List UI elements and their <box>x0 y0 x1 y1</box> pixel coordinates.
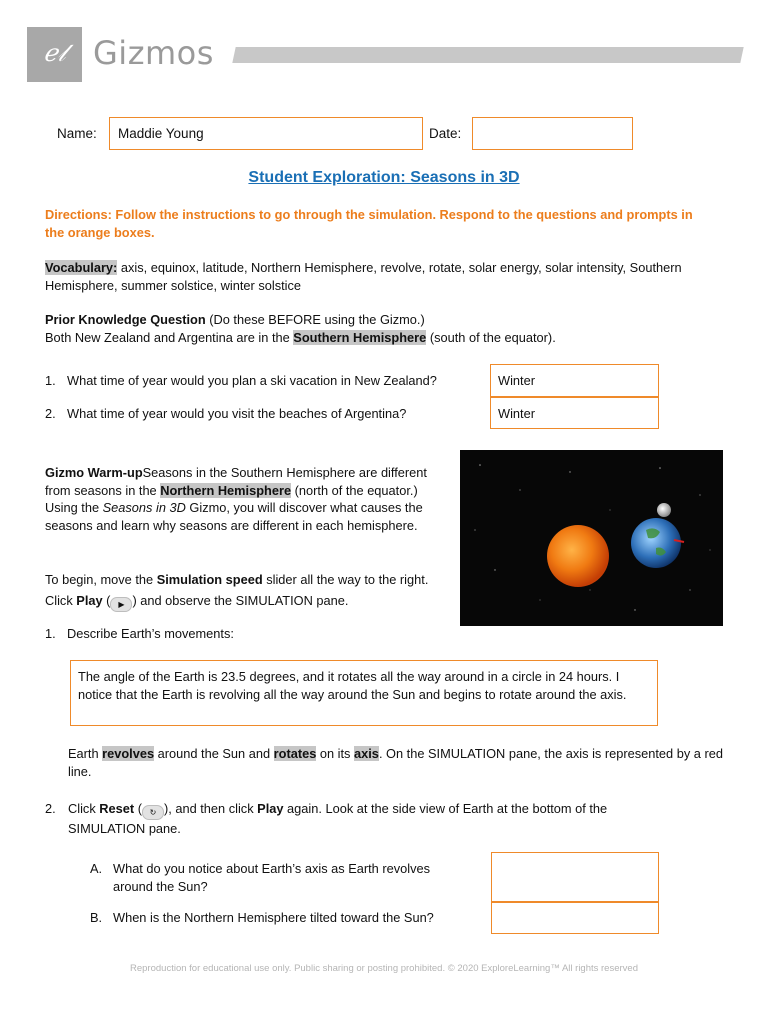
begin-text-c: ( <box>102 593 111 608</box>
answer-box-a[interactable] <box>491 852 659 902</box>
answer-box-b[interactable] <box>491 902 659 934</box>
vocabulary-list: axis, equinox, latitude, Northern Hemisphere, revolve, rotate, solar energy, solar intensity, Southern Hemisphere, summer solstice, winter solstice <box>45 260 682 293</box>
sub-question-b <box>90 909 470 927</box>
earth-movement-note <box>68 745 728 780</box>
gizmos-logo: ℯ𝓁 <box>27 27 82 82</box>
answer-text: Winter <box>498 373 535 388</box>
prior-knowledge <box>45 311 715 346</box>
name-field[interactable] <box>109 117 423 150</box>
prior-line-text: Both New Zealand and Argentina are in the <box>45 329 294 345</box>
rotates-term: rotates <box>273 746 317 761</box>
q2-text-d: again. Look at the side view of Earth at the bottom of the SIMULATION pane. <box>68 801 608 836</box>
prior-note: (Do these BEFORE using the Gizmo.) <box>205 312 425 327</box>
q2-text-b: ( <box>134 801 142 816</box>
question-text: Describe Earth’s movements: <box>67 626 234 641</box>
name-value: Maddie Young <box>118 126 204 141</box>
warmup-heading: Gizmo Warm-up <box>45 465 143 480</box>
axis-term: axis <box>354 746 379 761</box>
play-label: Play <box>76 593 103 608</box>
begin-text-d: ) and observe the SIMULATION pane. <box>132 593 349 608</box>
warmup-text-2: (north of the equator.) Using the <box>45 482 418 515</box>
question-2 <box>45 800 685 838</box>
question-number: 2. <box>45 406 56 421</box>
warmup-text-1: Seasons in the Southern Hemisphere are different from seasons in the <box>45 465 427 498</box>
play-label: Play <box>257 801 284 816</box>
earth-sphere <box>631 518 681 568</box>
date-label: Date: <box>429 126 462 141</box>
prior-question-2 <box>45 406 406 421</box>
prior-highlight: Southern Hemisphere <box>293 329 427 345</box>
question-text: What time of year would you visit the beaches of Argentina? <box>67 406 407 421</box>
sub-letter: B. <box>90 910 103 925</box>
prior-question-1 <box>45 373 437 388</box>
sub-text: When is the Northern Hemisphere tilted toward the Sun? <box>113 910 434 925</box>
play-icon: ▶ <box>110 597 132 612</box>
reset-icon: ↻ <box>142 805 164 820</box>
question-number: 1. <box>45 373 56 388</box>
q2-text-a: Click <box>68 801 100 816</box>
prior-line-end: (south of the equator). <box>426 329 556 345</box>
reset-label: Reset <box>99 801 135 816</box>
note-text-c: on its <box>316 746 355 761</box>
note-text-a: Earth <box>68 746 103 761</box>
vocabulary <box>45 259 715 294</box>
simulation-speed-label: Simulation speed <box>156 572 263 587</box>
page-title: Student Exploration: Seasons in 3D <box>248 169 520 186</box>
sub-text: What do you notice about Earth’s axis as Earth revolves around the Sun? <box>113 861 431 894</box>
name-label: Name: <box>57 126 97 141</box>
question-2-text <box>68 800 685 838</box>
begin-text-b: slider all the way to the right. Click <box>45 572 429 608</box>
answer-text: The angle of the Earth is 23.5 degrees, and it rotates all the way around in a circle in 24 hours. I notice that the Earth is revolving all the way around the Sun and begins to rotate around the axis. <box>78 669 627 702</box>
earth-movements-answer[interactable] <box>70 660 658 726</box>
prior-heading: Prior Knowledge Question <box>45 312 206 327</box>
space-scene <box>460 450 723 626</box>
note-text-d: . On the SIMULATION pane, the axis is represented by a red line. <box>68 746 723 779</box>
answer-box-ski[interactable] <box>490 364 659 397</box>
answer-box-beach[interactable] <box>490 397 659 429</box>
warmup-text-3: Gizmo, you will discover what causes the seasons and learn why seasons are different in each hemisphere. <box>45 500 423 533</box>
question-1 <box>45 626 234 641</box>
question-text: What time of year would you plan a ski vacation in New Zealand? <box>67 373 437 388</box>
sub-question-a <box>90 860 470 895</box>
seasons-3d-image <box>460 450 723 626</box>
gizmo-name: Seasons in 3D <box>102 500 186 515</box>
warmup-text <box>45 464 450 534</box>
date-field[interactable] <box>472 117 633 150</box>
q2-text-c: ), and then click <box>163 801 258 816</box>
question-number: 2. <box>45 801 56 816</box>
revolves-term: revolves <box>102 746 155 761</box>
question-number: 1. <box>45 626 56 641</box>
begin-text-a: To begin, move the <box>45 572 157 587</box>
brand-name: Gizmos <box>93 34 214 72</box>
warmup-highlight: Northern Hemisphere <box>160 482 292 498</box>
answer-text: Winter <box>498 406 535 421</box>
sub-letter: A. <box>90 861 103 876</box>
begin-text <box>45 569 450 612</box>
sun-sphere <box>547 525 609 587</box>
note-text-b: around the Sun and <box>154 746 274 761</box>
directions: Directions: Follow the instructions to go through the simulation. Respond to the questions and prompts in the orange boxes. <box>45 207 693 240</box>
footer-copyright: Reproduction for educational use only. Public sharing or posting prohibited. © 2020 ExploreLearning™ All rights reserved <box>130 963 638 974</box>
vocabulary-label: Vocabulary: <box>45 260 118 275</box>
moon-sphere <box>657 503 671 517</box>
header-stripe <box>232 47 743 63</box>
